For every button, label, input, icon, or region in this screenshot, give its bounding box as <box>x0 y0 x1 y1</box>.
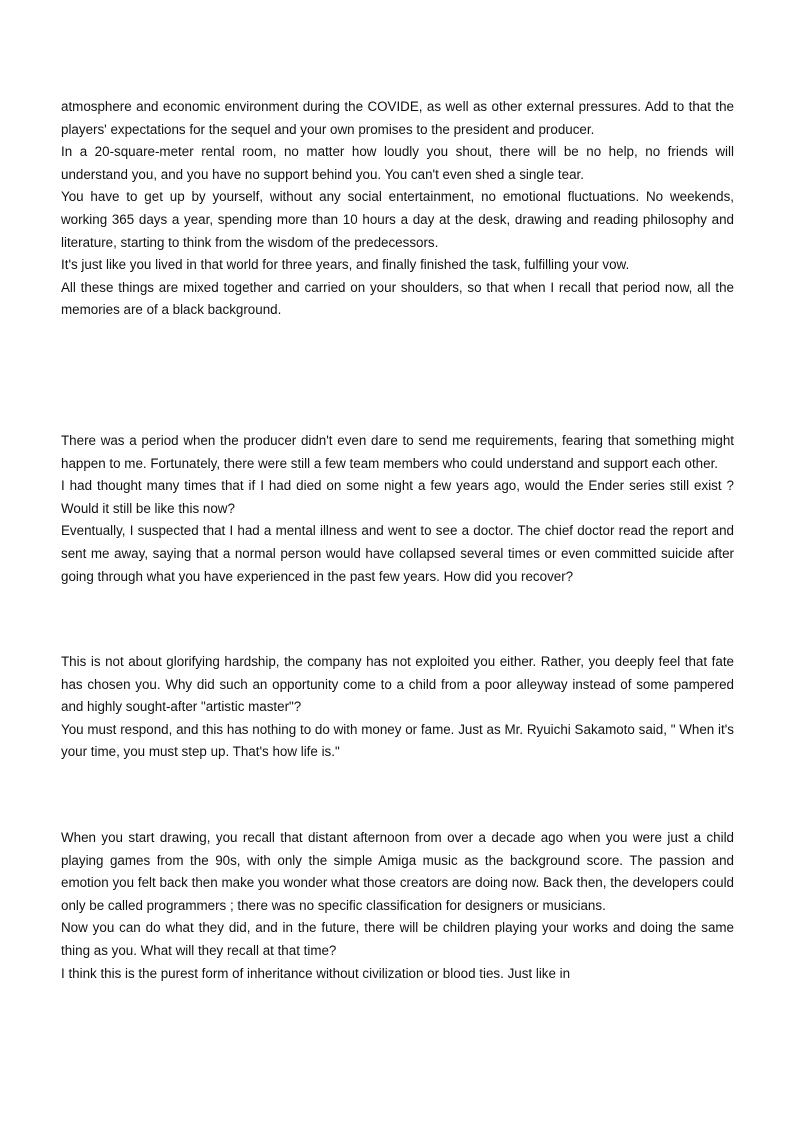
paragraph: All these things are mixed together and carried on your shoulders, so that when I recall that period now, all the memories are of a black background. <box>61 279 734 318</box>
paragraph: You have to get up by yourself, without any social entertainment, no emotional fluctuations. No weekends, working 365 days a year, spending more than 10 hours a day at the desk, drawing and reading philosophy and literature, starting to think from the wisdom of the predecessors. <box>61 189 734 250</box>
paragraph: I think this is the purest form of inheritance without civilization or blood ties. Just like in <box>61 965 571 981</box>
paragraph: When you start drawing, you recall that distant afternoon from over a decade ago when you were just a child playing games from the 90s, with only the simple Amiga music as the background score. The passion and emotion you felt back then make you wonder what those creators are doing now. Back then, the developers could only be called programmers ; there was no specific classification for designers or musicians. <box>61 830 734 913</box>
paragraph: You must respond, and this has nothing to do with money or fame. Just as Mr. Ryuichi Sakamoto said, " When it's your time, you must step up. That's how life is." <box>61 721 734 760</box>
section-spacer <box>61 588 734 651</box>
document-page <box>61 96 734 985</box>
section-producer-doctor <box>61 430 734 588</box>
paragraph: In a 20-square-meter rental room, no matter how loudly you shout, there will be no help, no friends will understand you, and you have no support behind you. You can't even shed a single tear. <box>61 144 734 182</box>
paragraph: Now you can do what they did, and in the future, there will be children playing your works and doing the same thing as you. What will they recall at that time? <box>61 920 734 959</box>
section-fate <box>61 651 734 764</box>
section-covid-pressures <box>61 96 734 322</box>
paragraph: I had thought many times that if I had died on some night a few years ago, would the Ender series still exist ? Would it still be like this now? <box>61 478 734 516</box>
paragraph: Eventually, I suspected that I had a mental illness and went to see a doctor. The chief doctor read the report and sent me away, saying that a normal person would have collapsed several times or even committed suicide after going through what you have experienced in the past few years. How did you recover? <box>61 523 734 584</box>
section-spacer <box>61 322 734 430</box>
paragraph: There was a period when the producer didn't even dare to send me requirements, fearing that something might happen to me. Fortunately, there were still a few team members who could understand and support each other. <box>61 432 734 471</box>
section-inheritance <box>61 827 734 985</box>
paragraph: It's just like you lived in that world for three years, and finally finished the task, fulfilling your vow. <box>61 257 630 273</box>
paragraph: atmosphere and economic environment during the COVIDE, as well as other external pressures. Add to that the players' expectations for the sequel and your own promises to the president and producer. <box>61 99 734 137</box>
section-spacer <box>61 764 734 827</box>
paragraph: This is not about glorifying hardship, the company has not exploited you either. Rather, you deeply feel that fate has chosen you. Why did such an opportunity come to a child from a poor alleyway instead of some pampered and highly sought-after "artistic master"? <box>61 654 734 715</box>
